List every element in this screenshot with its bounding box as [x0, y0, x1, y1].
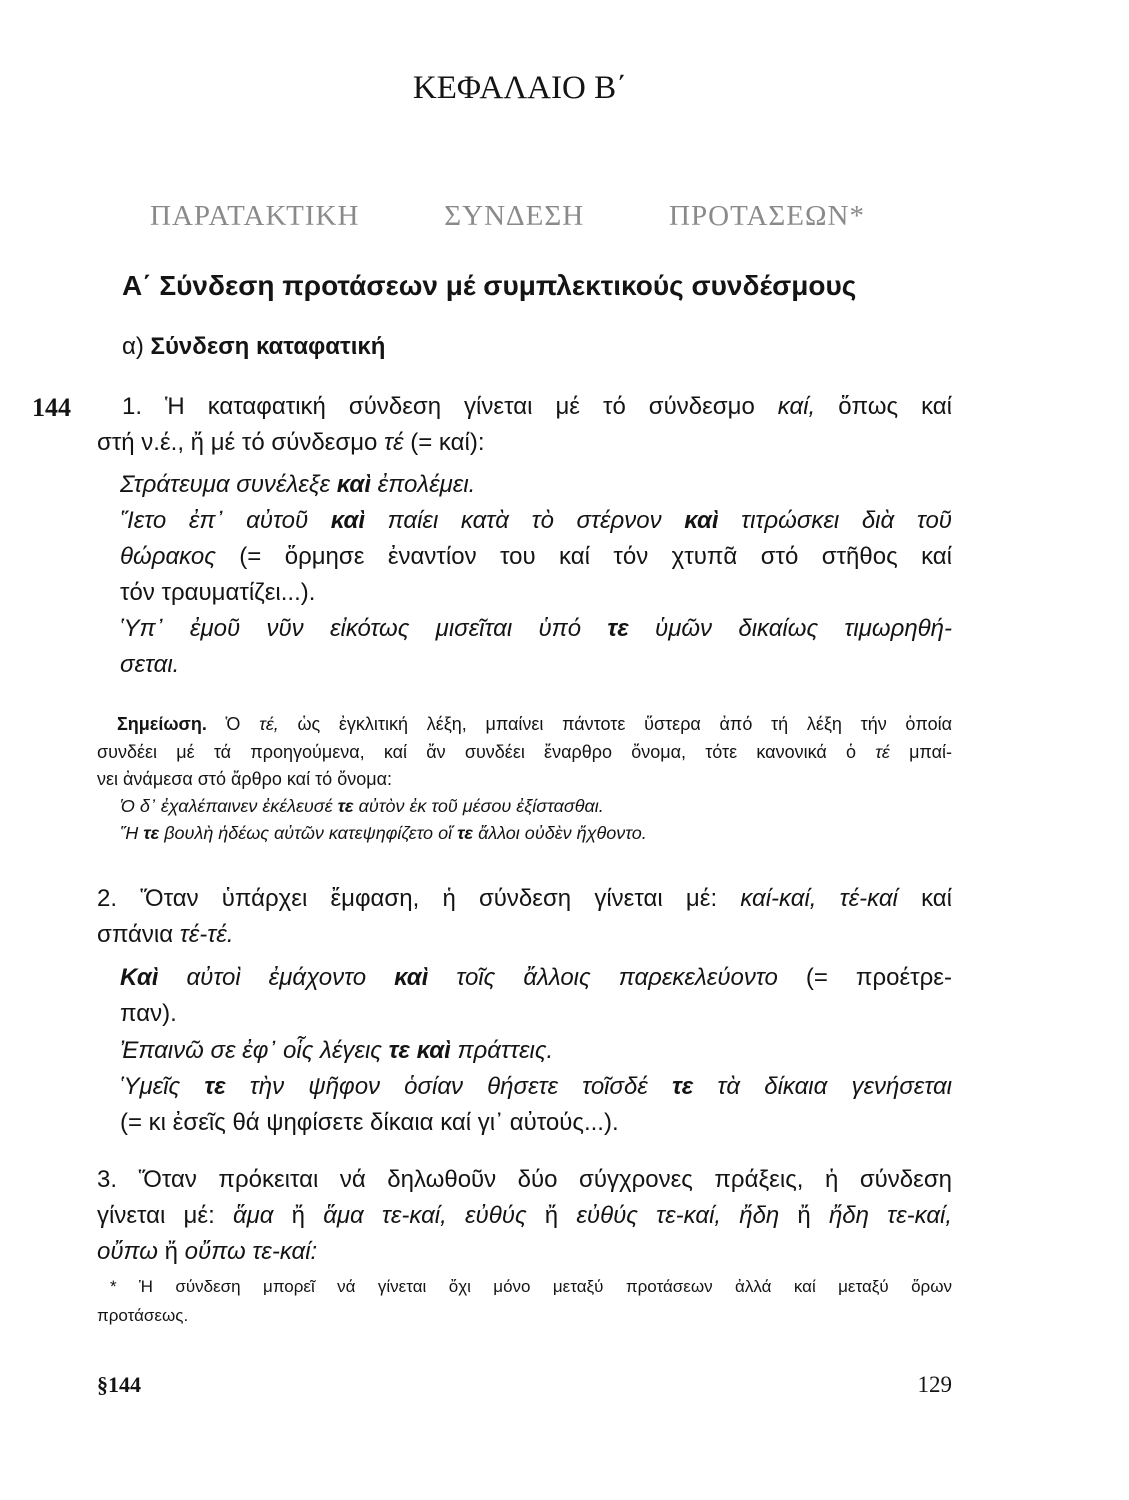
chapter-title: ΚΕΦΑΛΑΙΟ Β΄	[412, 70, 628, 106]
text-segment: καί,	[777, 393, 816, 420]
text-segment: θώρακος	[120, 543, 216, 570]
text-segment: τόν τραυματίζει...).	[120, 579, 316, 606]
text-segment: καί-καί, τέ-καί	[740, 885, 898, 912]
text-segment: τε	[457, 823, 474, 843]
text-segment: τε	[337, 796, 354, 816]
text-segment: τέ	[384, 429, 404, 456]
text-segment: ἐπολέμει.	[370, 471, 476, 498]
text-segment: ἤ	[157, 1238, 185, 1265]
text-segment: τε	[204, 1073, 226, 1100]
text-segment: εὐθύς τε-καί, ἤδη	[576, 1202, 780, 1229]
text-line	[122, 392, 952, 422]
subsubsection-title: Σύνδεση καταφατική	[150, 333, 386, 360]
text-line	[120, 578, 315, 608]
text-segment: Ὁ δ᾽ ἐχαλέπαινεν ἐκέλευσέ	[120, 796, 338, 816]
text-segment: τε	[672, 1073, 694, 1100]
text-segment: βουλὴ ἡδέως αὐτῶν κατεψηφίζετο οἵ	[159, 823, 458, 843]
text-line	[120, 999, 177, 1029]
text-segment: καὶ	[330, 507, 366, 534]
text-line	[120, 1108, 619, 1138]
text-segment: ἤδη τε-καί,	[828, 1202, 953, 1229]
section-title: ΠΑΡΑΤΑΚΤΙΚΗ ΣΥΝΔΕΣΗ ΠΡΟΤΑΣΕΩΝ*	[150, 200, 865, 232]
page-number: 129	[917, 1372, 952, 1397]
text-segment: οὔπω τε-καί:	[184, 1238, 318, 1265]
text-segment: Ὁ	[206, 714, 260, 734]
text-segment: (= κι ἐσεῖς θά ψηφίσετε δίκαια καί γι᾽ αὐτούς...).	[120, 1109, 619, 1136]
text-line	[120, 1072, 952, 1102]
text-segment: * Ἡ σύνδεση μπορεῖ νά γίνεται ὄχι μόνο μεταξύ προτάσεων ἀλλά καί μεταξύ ὅρων	[110, 1277, 952, 1296]
note-line	[120, 821, 647, 845]
text-segment: τέ	[875, 742, 890, 762]
text-segment: ἤ	[526, 1202, 577, 1229]
subsection-title: Α΄ Σύνδεση προτάσεων μέ συμπλεκτικούς συνδέσμους	[122, 270, 857, 301]
text-segment: Ἐπαινῶ σε ἐφ᾽ οἷς λέγεις	[120, 1037, 389, 1064]
note-line	[97, 767, 392, 791]
text-segment: ἤ	[273, 1202, 324, 1229]
text-segment: (= ὅρμησε ἐναντίον του καί τόν χτυπᾶ στό στῆθος καί	[215, 543, 952, 570]
text-segment: 1. Ἡ καταφατική σύνδεση γίνεται μέ τό σύνδεσμο	[122, 393, 778, 420]
text-segment: καὶ	[336, 471, 371, 498]
text-segment: τιτρώσκει διὰ τοῦ	[718, 507, 952, 534]
subsubsection-prefix: α)	[122, 333, 151, 360]
text-segment: Ἥ	[120, 823, 144, 843]
text-segment: 3. Ὅταν πρόκειται νά δηλωθοῦν δύο σύγχρονες πράξεις, ἡ σύνδεση	[97, 1166, 952, 1193]
text-segment: τέ,	[259, 714, 279, 734]
text-segment: τε	[143, 823, 160, 843]
text-segment: τὴν ψῆφον ὁσίαν θήσετε τοῖσδέ	[225, 1073, 672, 1100]
text-segment: ἅμα	[232, 1202, 274, 1229]
text-segment: τέ-τέ.	[179, 921, 234, 948]
text-segment: γίνεται μέ:	[97, 1202, 233, 1229]
note-line	[120, 794, 604, 818]
text-segment: τὰ δίκαια γενήσεται	[693, 1073, 953, 1100]
text-line	[120, 614, 952, 644]
text-segment: σεται.	[120, 651, 180, 678]
text-segment: παν).	[120, 1000, 177, 1027]
note-line	[117, 712, 952, 736]
text-segment: στή ν.έ., ἤ μέ τό σύνδεσμο	[97, 429, 385, 456]
text-segment: καὶ	[394, 964, 429, 991]
text-segment: τε καὶ	[388, 1037, 451, 1064]
text-segment: (= καί):	[403, 429, 485, 456]
subsubsection-heading	[122, 333, 385, 361]
paragraph-number: 144	[32, 393, 71, 422]
text-line	[97, 1237, 317, 1267]
text-segment: 2. Ὅταν ὑπάρχει ἔμφαση, ἡ σύνδεση γίνεται μέ:	[97, 885, 741, 912]
text-segment: Στράτευμα συνέλεξε	[120, 471, 337, 498]
text-segment: Σημείωση.	[117, 714, 207, 734]
text-segment: ἅμα τε-καί, εὐθύς	[323, 1202, 527, 1229]
footer-section-ref: §144	[97, 1372, 141, 1397]
text-line	[120, 506, 952, 536]
text-segment: ὡς ἐγκλιτική λέξη, μπαίνει πάντοτε ὕστερα ἀπό τή λέξη τήν ὁποία	[278, 714, 952, 734]
text-segment: νει ἀνάμεσα στό ἄρθρο καί τό ὄνομα:	[97, 769, 392, 789]
footnote-line	[97, 1305, 188, 1327]
text-line	[97, 920, 234, 950]
text-segment: καί	[897, 885, 952, 912]
text-line	[120, 963, 952, 993]
text-segment: ἤ	[779, 1202, 829, 1229]
text-segment: πράττεις.	[450, 1037, 554, 1064]
text-segment: συνδέει μέ τά προηγούμενα, καί ἄν συνδέει ἔναρθρο ὄνομα, τότε κανονικά ὁ	[97, 742, 876, 762]
text-segment: ἄλλοι οὐδὲν ἤχθοντο.	[473, 823, 647, 843]
text-segment: οὔπω	[97, 1238, 158, 1265]
text-line	[97, 428, 485, 458]
text-segment: προτάσεως.	[97, 1306, 189, 1325]
text-segment: ὅπως καί	[815, 393, 952, 420]
text-line	[120, 470, 475, 500]
text-line	[97, 884, 952, 914]
text-segment: Ὑπ᾽ ἐμοῦ νῦν εἰκότως μισεῖται ὑπό	[120, 615, 608, 642]
text-segment: παίει κατὰ τὸ στέρνον	[365, 507, 685, 534]
text-segment: αὐτοὶ ἐμάχοντο	[158, 964, 395, 991]
text-segment: Καὶ	[120, 964, 159, 991]
note-line	[97, 740, 952, 764]
text-segment: καὶ	[684, 507, 719, 534]
text-segment: τε	[607, 615, 629, 642]
text-segment: ὑμῶν δικαίως τιμωρηθή-	[628, 615, 952, 642]
text-segment: (= προέτρε-	[777, 964, 952, 991]
text-segment: Ὑμεῖς	[120, 1073, 205, 1100]
text-line	[97, 1201, 952, 1231]
text-segment: Ἵετο ἐπ᾽ αὐτοῦ	[120, 507, 331, 534]
text-segment: αὐτὸν ἐκ τοῦ μέσου ἐξίστασθαι.	[353, 796, 604, 816]
text-segment: τοῖς ἄλλοις παρεκελεύοντο	[428, 964, 778, 991]
text-line	[120, 650, 179, 680]
text-segment: σπάνια	[97, 921, 180, 948]
text-line	[120, 1036, 553, 1066]
footnote-line	[110, 1276, 952, 1298]
text-segment: μπαί-	[889, 742, 952, 762]
text-line	[120, 542, 952, 572]
text-line	[97, 1165, 952, 1195]
